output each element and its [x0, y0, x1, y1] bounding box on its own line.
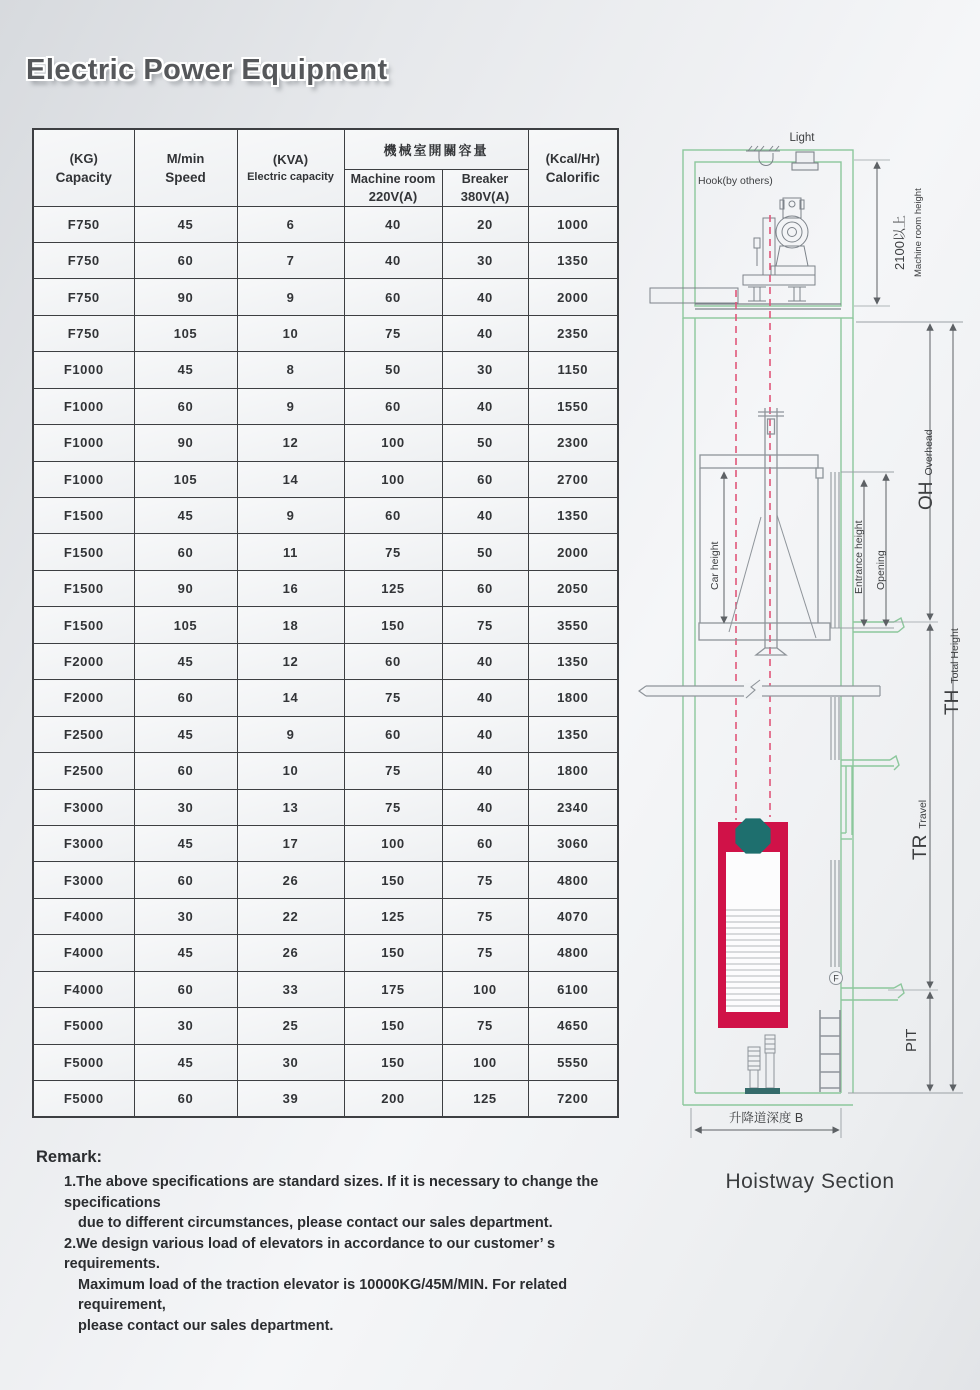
table-cell: 1000 [528, 206, 618, 242]
diagram-caption: Hoistway Section [725, 1170, 895, 1193]
pit-ladder [820, 1010, 840, 1092]
table-row [33, 1008, 618, 1044]
table-cell: 9 [237, 716, 344, 752]
table-cell: 45 [134, 716, 237, 752]
label-hook: Hook(by others) [698, 175, 773, 187]
table-row [33, 971, 618, 1007]
col-header-capacity: (KG) Capacity [33, 129, 134, 206]
table-row [33, 461, 618, 497]
table-cell: 125 [344, 898, 442, 934]
table-cell: F2000 [33, 680, 134, 716]
table-cell: F2000 [33, 643, 134, 679]
table-cell: 9 [237, 388, 344, 424]
table-cell: F2500 [33, 753, 134, 789]
table-row [33, 789, 618, 825]
label-machine-room-height-cjk: 2100以上 [892, 215, 907, 270]
table-cell: 9 [237, 279, 344, 315]
table-cell: 25 [237, 1008, 344, 1044]
table-cell: 90 [134, 425, 237, 461]
table-row [33, 825, 618, 861]
table-cell: 90 [134, 279, 237, 315]
table-cell: 100 [344, 425, 442, 461]
table-cell: F1500 [33, 534, 134, 570]
table-cell: 10 [237, 315, 344, 351]
table-cell: 3550 [528, 607, 618, 643]
table-row [33, 935, 618, 971]
table-cell: F4000 [33, 935, 134, 971]
table-cell: 60 [134, 242, 237, 278]
table-cell: 45 [134, 825, 237, 861]
table-cell: 1800 [528, 680, 618, 716]
table-cell: F1000 [33, 388, 134, 424]
table-cell: 30 [134, 898, 237, 934]
table-cell: 60 [134, 1081, 237, 1117]
table-cell: 7200 [528, 1081, 618, 1117]
remark-line: Maximum load of the traction elevator is 10000KG/45M/MIN. For related requirement, [78, 1276, 568, 1314]
label-machine-room-height: Machine room height [913, 188, 924, 277]
table-cell: 60 [344, 279, 442, 315]
table-row [33, 388, 618, 424]
table-cell: 14 [237, 680, 344, 716]
table-cell: 18 [237, 607, 344, 643]
table-cell: 75 [442, 935, 528, 971]
table-cell: 1350 [528, 498, 618, 534]
table-cell: F750 [33, 315, 134, 351]
table-cell: 60 [442, 825, 528, 861]
table-cell: 40 [442, 789, 528, 825]
table-cell: 4800 [528, 935, 618, 971]
light-fixture-icon [792, 152, 818, 170]
table-cell: 40 [442, 315, 528, 351]
table-row [33, 425, 618, 461]
table-cell: 40 [442, 680, 528, 716]
table-cell: 45 [134, 643, 237, 679]
hoistway-section-diagram [638, 120, 980, 1210]
table-cell: 175 [344, 971, 442, 1007]
col-header-machine-room: Machine room 220V(A) [344, 169, 442, 206]
table-row [33, 279, 618, 315]
table-cell: 8 [237, 352, 344, 388]
table-cell: F750 [33, 206, 134, 242]
table-cell: 2000 [528, 279, 618, 315]
table-cell: 1350 [528, 716, 618, 752]
table-cell: 60 [442, 461, 528, 497]
table-cell: F5000 [33, 1008, 134, 1044]
table-cell: 40 [442, 643, 528, 679]
table-cell: 60 [344, 388, 442, 424]
table-cell: 125 [442, 1081, 528, 1117]
table-cell: 75 [344, 753, 442, 789]
table-cell: 1150 [528, 352, 618, 388]
table-row [33, 352, 618, 388]
table-cell: F750 [33, 279, 134, 315]
table-cell: 60 [134, 862, 237, 898]
table-cell: 60 [344, 716, 442, 752]
table-cell: 6 [237, 206, 344, 242]
table-cell: 14 [237, 461, 344, 497]
table-cell: 39 [237, 1081, 344, 1117]
table-row [33, 680, 618, 716]
label-pit: PIT [903, 1028, 920, 1052]
table-cell: 100 [442, 1044, 528, 1080]
table-cell: 75 [344, 534, 442, 570]
table-cell: 22 [237, 898, 344, 934]
spec-table-body [33, 206, 618, 1117]
table-cell: 45 [134, 206, 237, 242]
table-cell: F3000 [33, 789, 134, 825]
table-cell: 75 [442, 1008, 528, 1044]
table-cell: 2350 [528, 315, 618, 351]
page-title: Electric Power Equipnent [26, 54, 388, 86]
table-cell: 75 [442, 607, 528, 643]
table-cell: 4650 [528, 1008, 618, 1044]
table-cell: 60 [134, 753, 237, 789]
table-cell: 150 [344, 1044, 442, 1080]
table-cell: 150 [344, 607, 442, 643]
remark-line: 1.The above specifications are standard sizes. If it is necessary to change the specifications [64, 1174, 599, 1211]
table-cell: 12 [237, 425, 344, 461]
table-cell: 2340 [528, 789, 618, 825]
table-row [33, 898, 618, 934]
table-cell: 40 [344, 206, 442, 242]
table-row [33, 242, 618, 278]
table-cell: 45 [134, 498, 237, 534]
table-cell: 20 [442, 206, 528, 242]
table-cell: F1500 [33, 498, 134, 534]
table-cell: 125 [344, 570, 442, 606]
table-cell: F750 [33, 242, 134, 278]
counterweight [718, 818, 788, 1028]
table-cell: 45 [134, 935, 237, 971]
table-cell: 2300 [528, 425, 618, 461]
table-cell: 1350 [528, 643, 618, 679]
buffers [745, 1035, 780, 1094]
table-row [33, 643, 618, 679]
table-cell: F1000 [33, 461, 134, 497]
table-cell: 75 [344, 315, 442, 351]
remark-line: please contact our sales department. [78, 1318, 334, 1335]
table-cell: 33 [237, 971, 344, 1007]
table-cell: 40 [442, 388, 528, 424]
table-row [33, 607, 618, 643]
table-cell: 12 [237, 643, 344, 679]
label-f: F [833, 973, 839, 984]
table-cell: 50 [344, 352, 442, 388]
remark-block [36, 1148, 636, 1337]
table-cell: 150 [344, 935, 442, 971]
table-cell: F1000 [33, 352, 134, 388]
table-cell: 17 [237, 825, 344, 861]
table-row [33, 862, 618, 898]
table-cell: 75 [344, 789, 442, 825]
table-cell: 60 [344, 643, 442, 679]
table-cell: 5550 [528, 1044, 618, 1080]
elevator-car [699, 408, 830, 655]
table-cell: 150 [344, 862, 442, 898]
table-cell: 1550 [528, 388, 618, 424]
table-cell: 60 [134, 388, 237, 424]
table-cell: 60 [134, 971, 237, 1007]
table-cell: 40 [442, 498, 528, 534]
table-cell: 150 [344, 1008, 442, 1044]
table-cell: F4000 [33, 971, 134, 1007]
table-cell: 2700 [528, 461, 618, 497]
table-row [33, 753, 618, 789]
table-cell: 9 [237, 498, 344, 534]
table-cell: 100 [344, 825, 442, 861]
label-entrance-height: Entrance height [853, 520, 865, 594]
table-cell: 16 [237, 570, 344, 606]
label-light: Light [789, 132, 815, 144]
table-row [33, 206, 618, 242]
counterweight-sheave [735, 818, 770, 853]
table-cell: 100 [344, 461, 442, 497]
table-cell: 2000 [528, 534, 618, 570]
table-cell: 30 [134, 789, 237, 825]
col-header-switch-capacity-group: 機械室開關容量 [344, 129, 528, 169]
col-header-speed: M/min Speed [134, 129, 237, 206]
label-car-height: Car height [709, 541, 721, 590]
table-cell: F5000 [33, 1044, 134, 1080]
table-cell: 40 [442, 279, 528, 315]
table-cell: 200 [344, 1081, 442, 1117]
table-cell: 30 [134, 1008, 237, 1044]
table-cell: 13 [237, 789, 344, 825]
table-cell: 75 [442, 898, 528, 934]
table-cell: F1500 [33, 570, 134, 606]
table-cell: 50 [442, 425, 528, 461]
table-cell: 40 [344, 242, 442, 278]
spec-table [32, 128, 619, 1118]
label-opening: Opening [875, 550, 887, 590]
table-cell: F4000 [33, 898, 134, 934]
table-cell: 4070 [528, 898, 618, 934]
table-row [33, 498, 618, 534]
table-cell: 105 [134, 607, 237, 643]
table-cell: F3000 [33, 862, 134, 898]
table-cell: 4800 [528, 862, 618, 898]
table-cell: 30 [237, 1044, 344, 1080]
table-cell: 1800 [528, 753, 618, 789]
remark-lines [36, 1172, 636, 1337]
table-cell: 105 [134, 461, 237, 497]
table-cell: 11 [237, 534, 344, 570]
table-cell: 26 [237, 862, 344, 898]
col-header-breaker: Breaker 380V(A) [442, 169, 528, 206]
table-cell: 3060 [528, 825, 618, 861]
table-cell: 26 [237, 935, 344, 971]
table-cell: 105 [134, 315, 237, 351]
table-cell: 10 [237, 753, 344, 789]
table-cell: 2050 [528, 570, 618, 606]
table-cell: F2500 [33, 716, 134, 752]
table-row [33, 570, 618, 606]
label-total-height: THTotal Height [942, 628, 963, 715]
table-cell: 45 [134, 352, 237, 388]
table-cell: 1350 [528, 242, 618, 278]
table-row [33, 1044, 618, 1080]
table-cell: 75 [344, 680, 442, 716]
table-row [33, 315, 618, 351]
table-cell: F1000 [33, 425, 134, 461]
table-cell: 60 [134, 534, 237, 570]
floor-slab [639, 680, 880, 699]
label-travel: TRTravel [910, 799, 931, 860]
table-cell: 60 [344, 498, 442, 534]
label-hoistway-depth: 升降道深度 B [728, 1111, 804, 1125]
table-cell: 40 [442, 716, 528, 752]
table-cell: 40 [442, 753, 528, 789]
table-cell: 100 [442, 971, 528, 1007]
table-cell: 60 [134, 680, 237, 716]
remark-line: due to different circumstances, please contact our sales department. [78, 1215, 553, 1232]
table-row [33, 1081, 618, 1117]
table-cell: 90 [134, 570, 237, 606]
table-cell: 50 [442, 534, 528, 570]
table-cell: F1500 [33, 607, 134, 643]
remark-title: Remark: [36, 1148, 103, 1166]
table-cell: 6100 [528, 971, 618, 1007]
col-header-calorific: (Kcal/Hr) Calorific [528, 129, 618, 206]
table-cell: 75 [442, 862, 528, 898]
table-cell: 7 [237, 242, 344, 278]
reference-lines [848, 160, 963, 1093]
table-cell: F3000 [33, 825, 134, 861]
table-cell: F5000 [33, 1081, 134, 1117]
traction-machine [650, 198, 841, 309]
col-header-electric-capacity: (KVA) Electric capacity [237, 129, 344, 206]
table-cell: 45 [134, 1044, 237, 1080]
table-row [33, 716, 618, 752]
table-row [33, 534, 618, 570]
label-overhead: OHOverhead [916, 429, 937, 510]
table-cell: 60 [442, 570, 528, 606]
remark-line: 2.We design various load of elevators in accordance to our customer’ s requirements. [64, 1235, 556, 1273]
table-cell: 30 [442, 242, 528, 278]
table-cell: 30 [442, 352, 528, 388]
